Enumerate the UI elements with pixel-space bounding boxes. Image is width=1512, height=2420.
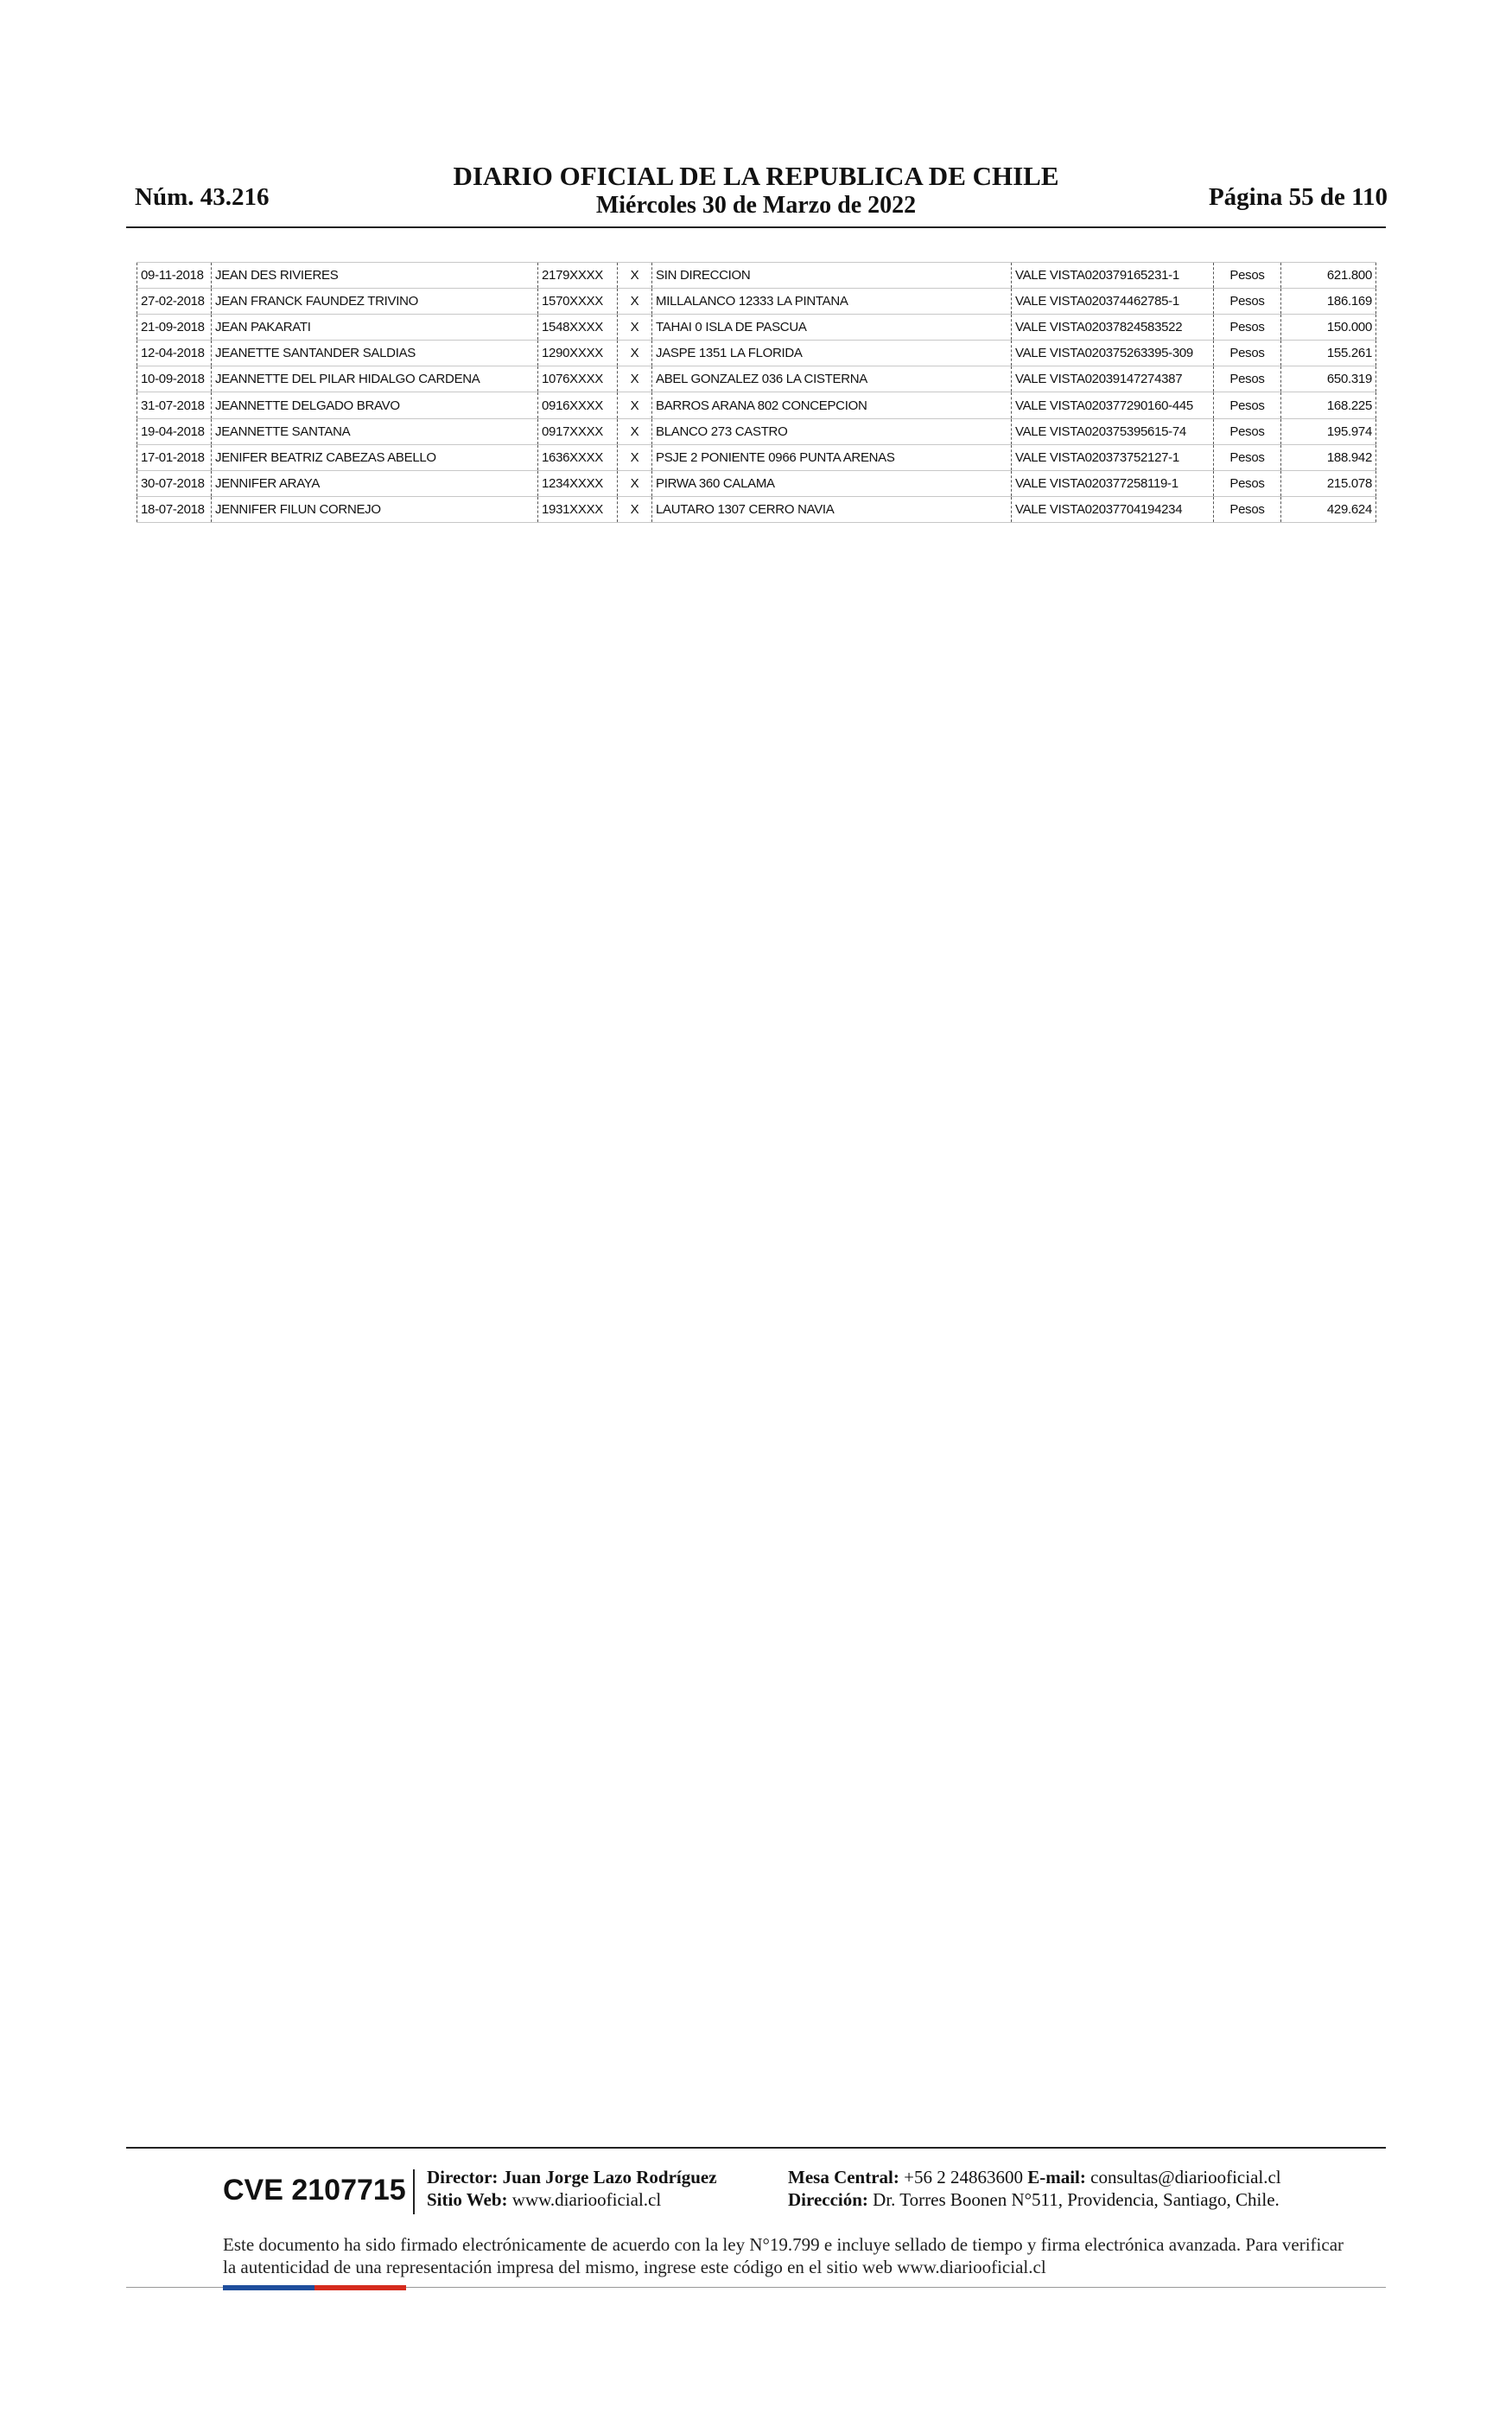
cell-amount: 429.624 <box>1281 496 1376 522</box>
cell-date: 27-02-2018 <box>137 289 212 315</box>
cell-amount: 155.261 <box>1281 341 1376 366</box>
payments-table-body <box>137 263 1376 523</box>
cell-amount: 150.000 <box>1281 315 1376 341</box>
cell-date: 09-11-2018 <box>137 263 212 289</box>
cell-date: 10-09-2018 <box>137 366 212 392</box>
cell-document: VALE VISTA020377258119-1 <box>1012 470 1214 496</box>
cell-name: JEANETTE SANTANDER SALDIAS <box>212 341 538 366</box>
cell-address: SIN DIRECCION <box>652 263 1012 289</box>
mesa-phone: +56 2 24863600 <box>904 2167 1023 2188</box>
table-row <box>137 315 1376 341</box>
cell-mark: X <box>618 289 652 315</box>
cell-document: VALE VISTA02039147274387 <box>1012 366 1214 392</box>
table-row <box>137 366 1376 392</box>
cell-currency: Pesos <box>1214 366 1281 392</box>
legal-notice: Este documento ha sido firmado electrónicamente de acuerdo con la ley N°19.799 e incluye sellado de tiempo y firma electrónica avanzada. Para verificar la autenticidad de una representación impresa del mismo, ingrese este código en el sitio web www.diariooficial.cl <box>223 2234 1344 2277</box>
table-row <box>137 289 1376 315</box>
cell-address: PIRWA 360 CALAMA <box>652 470 1012 496</box>
footer-separator <box>413 2169 415 2214</box>
director-label: Director: <box>427 2167 499 2188</box>
cell-mark: X <box>618 418 652 444</box>
table-row <box>137 392 1376 418</box>
cell-currency: Pesos <box>1214 496 1281 522</box>
cell-rut: 1076XXXX <box>538 366 618 392</box>
cell-mark: X <box>618 496 652 522</box>
cell-rut: 1234XXXX <box>538 470 618 496</box>
cell-amount: 188.942 <box>1281 444 1376 470</box>
cell-rut: 1570XXXX <box>538 289 618 315</box>
cell-document: VALE VISTA020375395615-74 <box>1012 418 1214 444</box>
cell-date: 30-07-2018 <box>137 470 212 496</box>
cell-rut: 1290XXXX <box>538 341 618 366</box>
cell-name: JENIFER BEATRIZ CABEZAS ABELLO <box>212 444 538 470</box>
cell-address: JASPE 1351 LA FLORIDA <box>652 341 1012 366</box>
footer-divider <box>126 2147 1386 2149</box>
cell-mark: X <box>618 470 652 496</box>
cell-address: BARROS ARANA 802 CONCEPCION <box>652 392 1012 418</box>
cell-mark: X <box>618 263 652 289</box>
issue-number: Núm. 43.216 <box>135 183 270 211</box>
cell-currency: Pesos <box>1214 444 1281 470</box>
address-label: Dirección: <box>788 2189 868 2210</box>
director-name: Juan Jorge Lazo Rodríguez <box>502 2167 717 2188</box>
cell-address: LAUTARO 1307 CERRO NAVIA <box>652 496 1012 522</box>
cell-rut: 0916XXXX <box>538 392 618 418</box>
cell-name: JEANNETTE SANTANA <box>212 418 538 444</box>
cell-currency: Pesos <box>1214 289 1281 315</box>
cell-name: JENNIFER ARAYA <box>212 470 538 496</box>
email-label: E-mail: <box>1027 2167 1086 2188</box>
cell-mark: X <box>618 341 652 366</box>
cell-document: VALE VISTA020377290160-445 <box>1012 392 1214 418</box>
cell-currency: Pesos <box>1214 392 1281 418</box>
cell-rut: 1548XXXX <box>538 315 618 341</box>
flag-stripe-red <box>314 2285 406 2290</box>
cell-amount: 168.225 <box>1281 392 1376 418</box>
cell-mark: X <box>618 444 652 470</box>
cell-currency: Pesos <box>1214 418 1281 444</box>
cell-rut: 1636XXXX <box>538 444 618 470</box>
mesa-label: Mesa Central: <box>788 2167 899 2188</box>
cell-rut: 2179XXXX <box>538 263 618 289</box>
cell-mark: X <box>618 392 652 418</box>
cell-currency: Pesos <box>1214 470 1281 496</box>
flag-stripe-blue <box>223 2285 314 2290</box>
cell-name: JEAN PAKARATI <box>212 315 538 341</box>
cell-document: VALE VISTA020379165231-1 <box>1012 263 1214 289</box>
cell-name: JEAN FRANCK FAUNDEZ TRIVINO <box>212 289 538 315</box>
table-row <box>137 341 1376 366</box>
footer-contact-block <box>788 2166 1281 2211</box>
cell-amount: 215.078 <box>1281 470 1376 496</box>
cell-address: ABEL GONZALEZ 036 LA CISTERNA <box>652 366 1012 392</box>
cell-date: 31-07-2018 <box>137 392 212 418</box>
table-row <box>137 470 1376 496</box>
cve-code: CVE 2107715 <box>223 2174 406 2207</box>
cell-name: JENNIFER FILUN CORNEJO <box>212 496 538 522</box>
header-divider <box>126 226 1386 228</box>
cell-date: 17-01-2018 <box>137 444 212 470</box>
cell-date: 21-09-2018 <box>137 315 212 341</box>
site-link[interactable]: www.diariooficial.cl <box>511 2189 662 2210</box>
cell-date: 12-04-2018 <box>137 341 212 366</box>
page-indicator: Página 55 de 110 <box>1208 183 1388 211</box>
cell-address: MILLALANCO 12333 LA PINTANA <box>652 289 1012 315</box>
cell-address: TAHAI 0 ISLA DE PASCUA <box>652 315 1012 341</box>
publication-date: Miércoles 30 de Marzo de 2022 <box>595 192 917 219</box>
cell-name: JEANNETTE DEL PILAR HIDALGO CARDENA <box>212 366 538 392</box>
cell-document: VALE VISTA020373752127-1 <box>1012 444 1214 470</box>
email-link[interactable]: consultas@diariooficial.cl <box>1090 2167 1281 2188</box>
cell-address: BLANCO 273 CASTRO <box>652 418 1012 444</box>
cell-currency: Pesos <box>1214 315 1281 341</box>
cell-name: JEANNETTE DELGADO BRAVO <box>212 392 538 418</box>
table-row <box>137 418 1376 444</box>
cell-amount: 650.319 <box>1281 366 1376 392</box>
table-row <box>137 263 1376 289</box>
cell-document: VALE VISTA02037824583522 <box>1012 315 1214 341</box>
cell-rut: 1931XXXX <box>538 496 618 522</box>
cell-currency: Pesos <box>1214 341 1281 366</box>
cell-document: VALE VISTA020375263395-309 <box>1012 341 1214 366</box>
address-text: Dr. Torres Boonen N°511, Providencia, Santiago, Chile. <box>873 2189 1280 2210</box>
cell-address: PSJE 2 PONIENTE 0966 PUNTA ARENAS <box>652 444 1012 470</box>
table-row <box>137 496 1376 522</box>
cell-date: 19-04-2018 <box>137 418 212 444</box>
cell-mark: X <box>618 315 652 341</box>
cell-date: 18-07-2018 <box>137 496 212 522</box>
table-row <box>137 444 1376 470</box>
cell-name: JEAN DES RIVIERES <box>212 263 538 289</box>
cell-rut: 0917XXXX <box>538 418 618 444</box>
site-label: Sitio Web: <box>427 2189 508 2210</box>
payments-table <box>137 262 1376 523</box>
cell-document: VALE VISTA020374462785-1 <box>1012 289 1214 315</box>
cell-currency: Pesos <box>1214 263 1281 289</box>
cell-amount: 195.974 <box>1281 418 1376 444</box>
cell-amount: 186.169 <box>1281 289 1376 315</box>
footer-director-block <box>427 2166 717 2211</box>
publication-title: DIARIO OFICIAL DE LA REPUBLICA DE CHILE <box>453 161 1059 191</box>
cell-amount: 621.800 <box>1281 263 1376 289</box>
cell-document: VALE VISTA02037704194234 <box>1012 496 1214 522</box>
cell-mark: X <box>618 366 652 392</box>
